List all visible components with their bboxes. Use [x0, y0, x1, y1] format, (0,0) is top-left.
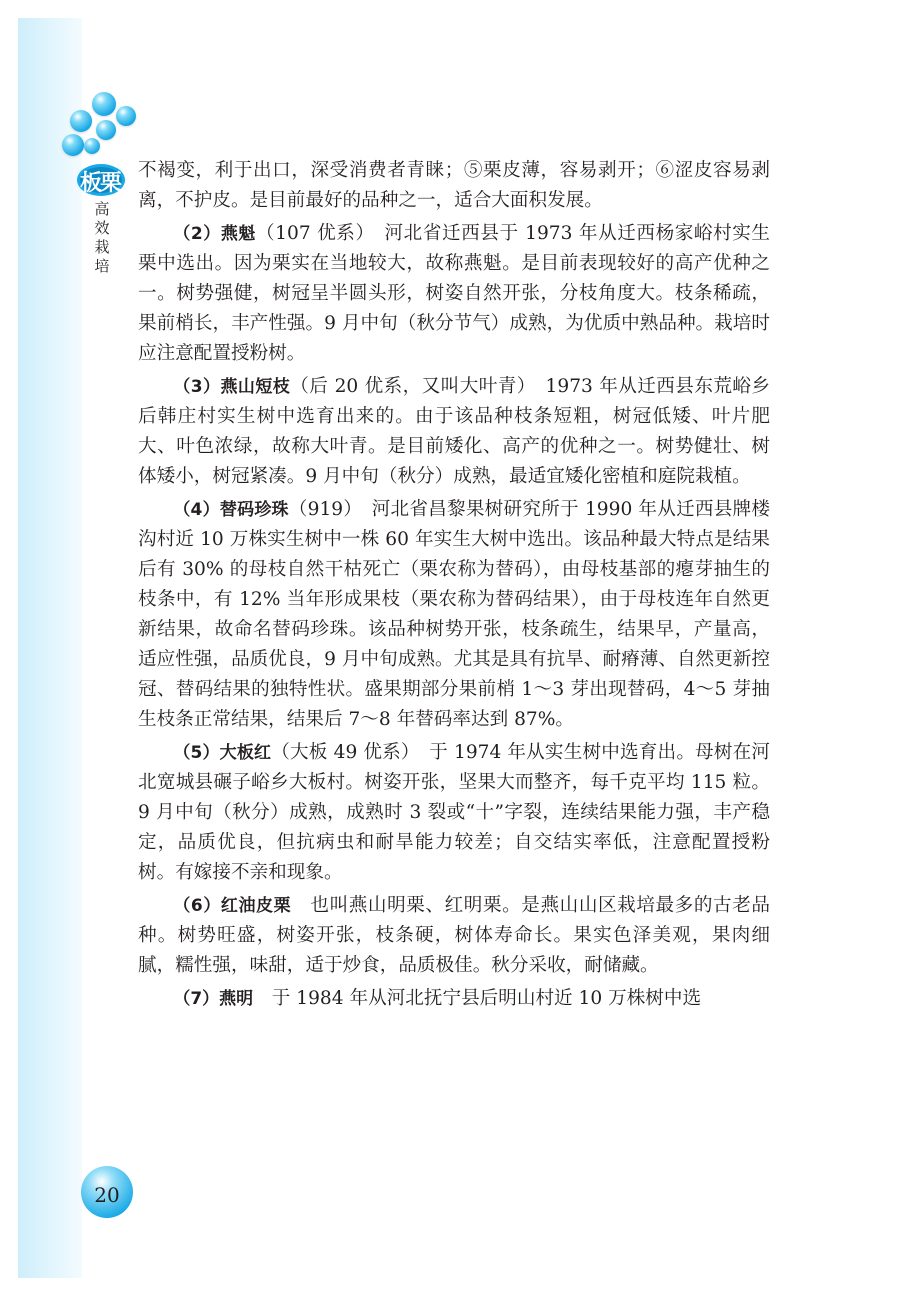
decorative-chestnut-dots [62, 92, 144, 158]
variety-heading: （5）大板红 [173, 743, 272, 763]
variety-heading: （3）燕山短枝 [173, 377, 291, 397]
paragraph-text: （大板 49 优系） 于 1974 年从实生树中选育出。母树在河北宽城县碾子峪乡大板村。树姿开张，坚果大而整齐，每千克平均 115 粒。9 月中旬（秋分）成熟，成熟时 3 裂或“十”字裂，连续结果能力强，丰产稳定，品质优良，但抗病虫和耐旱能力较差；自交结实率低，注意配置授粉树。有嫁接不亲和现象。 [138, 742, 770, 883]
margin-color-band [18, 18, 82, 1278]
variety-heading: （4）替码珍珠 [173, 500, 289, 520]
paragraph-yanshan-duanzhi [138, 372, 770, 492]
paragraph-text: 不褐变，利于出口，深受消费者青睐；⑤栗皮薄，容易剥开；⑥涩皮容易剥离，不护皮。是目前最好的品种之一，适合大面积发展。 [138, 160, 770, 211]
paragraph-hongyoupili [138, 891, 770, 981]
paragraph-intro-continuation [138, 156, 770, 216]
page-number-badge [80, 1165, 134, 1219]
variety-heading: （7）燕明 [173, 989, 254, 1009]
paragraph-text: （919） 河北省昌黎果树研究所于 1990 年从迁西县牌楼沟村近 10 万株实生树中一株 60 年实生大树中选出。该品种最大特点是结果后有 30% 的母枝自然干枯死亡（栗农称为替码），由母枝基部的瘪芽抽生的枝条中，有 12% 当年形成果枝（栗农称为替码结果），由于母枝连年自然更新结果，故命名替码珍珠。该品种树势开张，枝条疏生，结果早，产量高，适应性强，品质优良，9 月中旬成熟。尤其是具有抗旱、耐瘠薄、自然更新控冠、替码结果的独特性状。盛果期部分果前梢 1～3 芽出现替码，4～5 芽抽生枝条正常结果，结果后 7～8 年替码率达到 87%。 [138, 499, 770, 730]
paragraph-yankui [138, 219, 770, 369]
paragraph-text: （107 优系） 河北省迁西县于 1973 年从迁西杨家峪村实生栗中选出。因为栗实在当地较大，故称燕魁。是目前表现较好的高产优种之一。树势强健，树冠呈半圆头形，树姿自然开张，分枝角度大。枝条稀疏，果前梢长，丰产性强。9 月中旬（秋分节气）成熟，为优质中熟品种。栽培时应注意配置授粉树。 [138, 223, 770, 364]
paragraph-tima-zhenzhu [138, 495, 770, 735]
paragraph-text: （后 20 优系，又叫大叶青） 1973 年从迁西县东荒峪乡后韩庄村实生树中选育出来的。由于该品种枝条短粗，树冠低矮、叶片肥大、叶色浓绿，故称大叶青。是目前矮化、高产的优种之一。树势健壮、树体矮小，树冠紧凑。9 月中旬（秋分）成熟，最适宜矮化密植和庭院栽植。 [138, 376, 770, 487]
body-text [138, 156, 770, 1017]
variety-heading: （6）红油皮栗 [173, 896, 292, 916]
paragraph-yanming [138, 984, 770, 1014]
side-running-title: 高效栽培 [94, 200, 110, 275]
paragraph-text: 也叫燕山明栗、红明栗。是燕山山区栽培最多的古老品种。树势旺盛，树姿开张，枝条硬，树体寿命长。果实色泽美观，果肉细腻，糯性强，味甜，适于炒食，品质极佳。秋分采收，耐储藏。 [138, 895, 770, 976]
page-number: 20 [94, 1183, 120, 1207]
logo-text: 板栗 [80, 171, 121, 196]
paragraph-text: 于 1984 年从河北抚宁县后明山村近 10 万株树中选 [253, 988, 702, 1009]
paragraph-dabanhong [138, 738, 770, 888]
variety-heading: （2）燕魁 [173, 224, 257, 244]
